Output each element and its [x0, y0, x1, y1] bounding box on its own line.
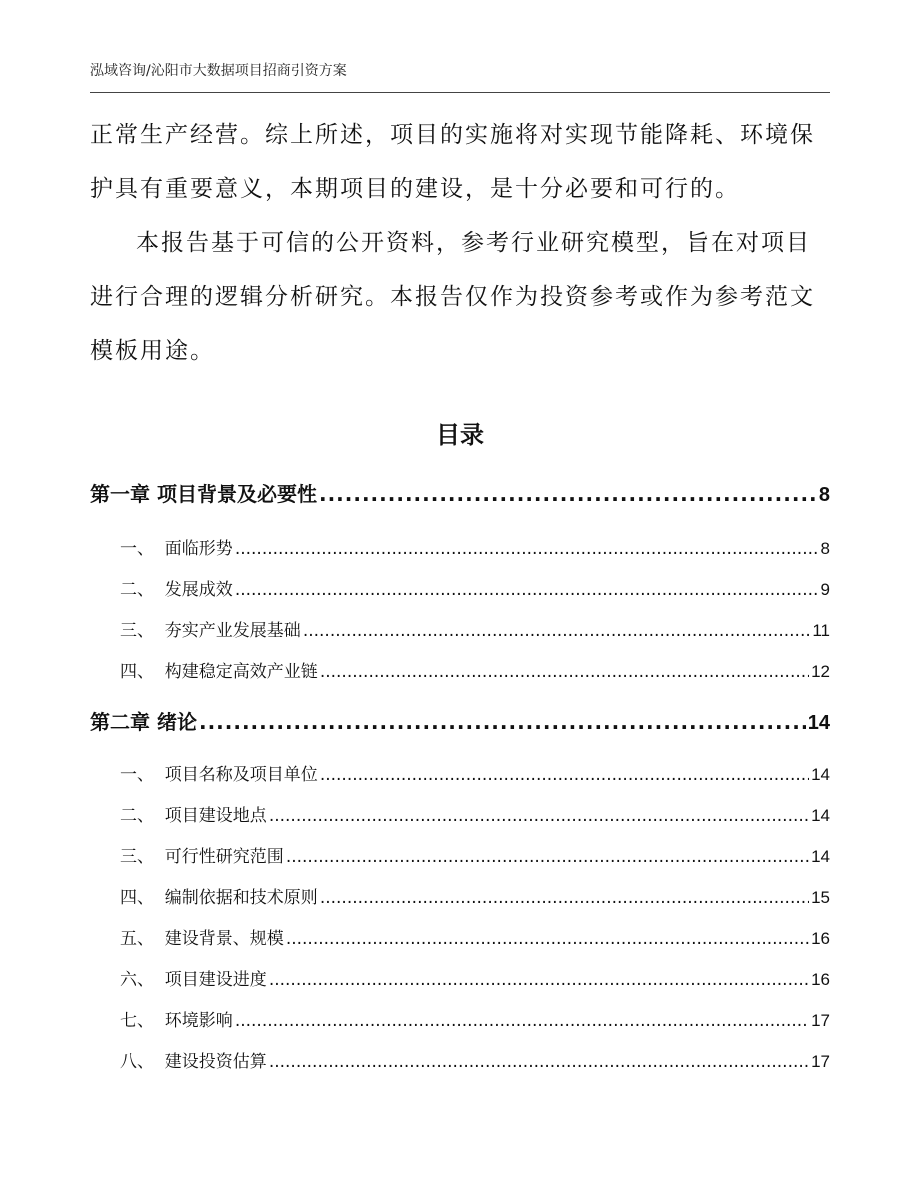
toc-page-number: 16 — [811, 929, 830, 948]
toc-entry-label: 二、 项目建设地点 — [120, 806, 267, 826]
toc-page-number: 9 — [820, 580, 830, 599]
body-paragraph-2: 本报告基于可信的公开资料，参考行业研究模型，旨在对项目进行合理的逻辑分析研究。本报告仅作为投资参考或作为参考范文模板用途。 — [90, 230, 815, 364]
toc-section[interactable] — [90, 965, 830, 990]
toc-entry-label: 三、 夯实产业发展基础 — [120, 621, 301, 641]
toc-entry-label: 七、 环境影响 — [120, 1011, 233, 1031]
toc-section[interactable] — [90, 534, 830, 559]
page-header: 泓域咨询/沁阳市大数据项目招商引资方案 — [90, 60, 830, 93]
toc-page-number: 15 — [811, 888, 830, 907]
toc-section[interactable] — [90, 924, 830, 949]
toc-entry-label: 一、 面临形势 — [120, 539, 233, 559]
toc-section[interactable] — [90, 1047, 830, 1072]
toc-leader-dots — [269, 970, 809, 990]
toc-page-number: 16 — [811, 970, 830, 989]
toc-page-number: 14 — [807, 712, 830, 734]
toc-entry-label: 第一章 项目背景及必要性 — [90, 482, 317, 506]
toc-leader-dots — [235, 539, 819, 559]
toc-entry-label: 六、 项目建设进度 — [120, 970, 267, 990]
toc-section[interactable] — [90, 883, 830, 908]
toc-page-number: 11 — [812, 621, 830, 640]
toc-entry-label: 八、 建设投资估算 — [120, 1052, 267, 1072]
toc-leader-dots — [320, 765, 809, 785]
toc-leader-dots — [320, 662, 809, 682]
toc-page-number: 14 — [811, 806, 830, 825]
toc-entry-label: 三、 可行性研究范围 — [120, 847, 284, 867]
body-paragraph-1: 正常生产经营。综上所述，项目的实施将对实现节能降耗、环境保护具有重要意义，本期项目的建设，是十分必要和可行的。 — [90, 122, 815, 202]
toc-page-number: 17 — [811, 1052, 830, 1071]
toc-section[interactable] — [90, 760, 830, 785]
toc-leader-dots — [235, 1011, 809, 1031]
toc-section[interactable] — [90, 657, 830, 682]
toc-leader-dots — [286, 929, 809, 949]
toc-page-number: 8 — [820, 539, 830, 558]
toc-section[interactable] — [90, 801, 830, 826]
toc-page-number: 17 — [811, 1011, 830, 1030]
toc-section[interactable] — [90, 616, 830, 641]
toc-section[interactable] — [90, 1006, 830, 1031]
toc-leader-dots — [320, 888, 809, 908]
toc-page-number: 12 — [811, 662, 830, 681]
toc-entry-label: 四、 编制依据和技术原则 — [120, 888, 318, 908]
toc-chapter-2[interactable] — [90, 706, 830, 735]
toc-section[interactable] — [90, 575, 830, 600]
toc-entry-label: 五、 建设背景、规模 — [120, 929, 284, 949]
toc-page-number: 14 — [811, 847, 830, 866]
toc-page-number: 14 — [811, 765, 830, 784]
toc-section[interactable] — [90, 842, 830, 867]
toc-leader-dots — [269, 806, 809, 826]
toc-leader-dots — [286, 847, 809, 867]
toc-chapter-1[interactable] — [90, 478, 830, 507]
toc-entry-label: 第二章 绪论 — [90, 710, 197, 734]
toc-entry-label: 二、 发展成效 — [120, 580, 233, 600]
toc-title: 目录 — [436, 421, 484, 449]
toc-page-number: 8 — [818, 484, 830, 506]
toc-leader-dots — [319, 482, 817, 506]
toc-leader-dots — [269, 1052, 809, 1072]
toc-entry-label: 四、 构建稳定高效产业链 — [120, 662, 318, 682]
toc-leader-dots — [235, 580, 819, 600]
toc-leader-dots — [199, 710, 806, 734]
toc-entry-label: 一、 项目名称及项目单位 — [120, 765, 318, 785]
toc-leader-dots — [303, 621, 811, 641]
